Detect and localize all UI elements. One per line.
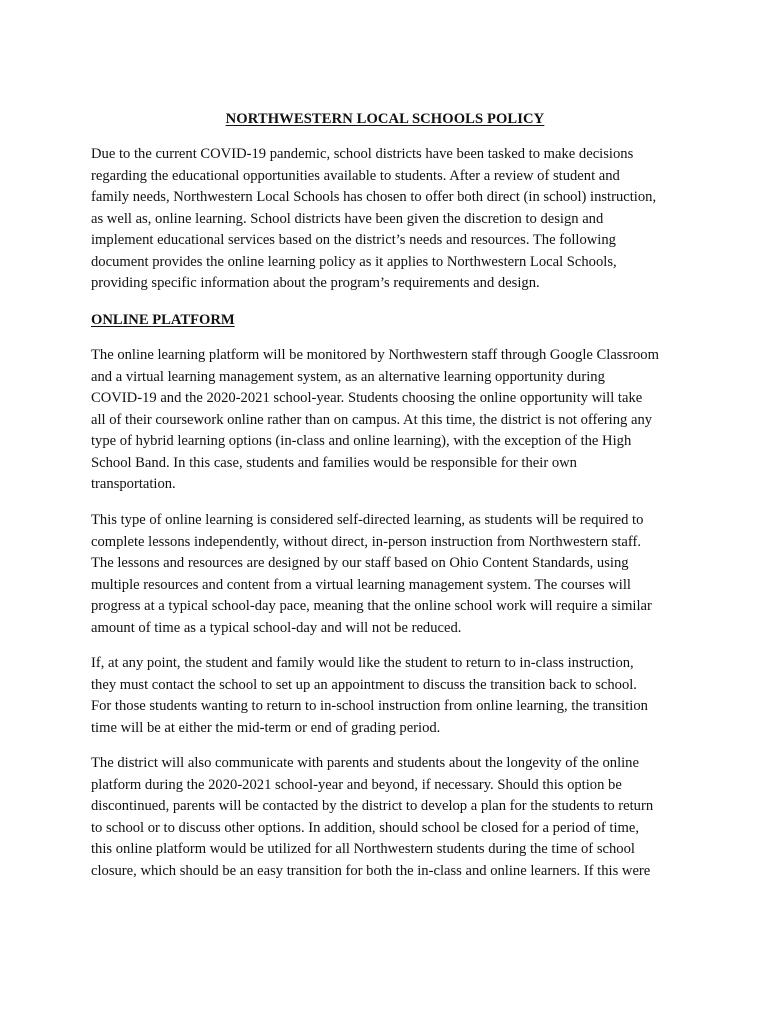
paragraph-line: regarding the educational opportunities available to students. After a review of student and [91, 167, 620, 184]
paragraph-line: The lessons and resources are designed by our staff based on Ohio Content Standards, using [91, 555, 629, 571]
paragraph-line: providing specific information about the program’s requirements and design. [91, 275, 540, 291]
paragraph-line: COVID-19 and the 2020-2021 school-year. Students choosing the online opportunity will take [91, 390, 643, 406]
paragraph-line: discontinued, parents will be contacted by the district to develop a plan for the students to return [91, 798, 654, 814]
paragraph-line: time will be at either the mid-term or end of grading period. [91, 719, 441, 736]
paragraph-line: Due to the current COVID-19 pandemic, school districts have been tasked to make decisions [91, 146, 634, 162]
paragraph-line: platform during the 2020-2021 school-year and beyond, if necessary. Should this option be [91, 776, 622, 793]
paragraph-2 [91, 510, 691, 639]
intro-paragraph [91, 144, 691, 295]
section-heading-online-platform: ONLINE PLATFORM [91, 312, 235, 328]
paragraph-line: family needs, Northwestern Local Schools has chosen to offer both direct (in school) instruction, [91, 189, 657, 205]
paragraph-line: complete lessons independently, without direct, in-person instruction from Northwestern staff. [91, 533, 641, 550]
paragraph-line: The online learning platform will be monitored by Northwestern staff through Google Classroom [91, 347, 659, 363]
paragraph-line: all of their coursework online rather than on campus. At this time, the district is not offering any [91, 411, 653, 428]
paragraph-1 [91, 345, 691, 496]
document-title: NORTHWESTERN LOCAL SCHOOLS POLICY [225, 111, 545, 127]
paragraph-line: document provides the online learning policy as it applies to Northwestern Local Schools, [91, 253, 617, 270]
paragraph-line: as well as, online learning. School districts have been given the discretion to design and [91, 210, 604, 227]
paragraph-line: they must contact the school to set up an appointment to discuss the transition back to school. [91, 676, 637, 693]
paragraph-line: closure, which should be an easy transition for both the in-class and online learners. If this were [91, 862, 651, 879]
paragraph-line: transportation. [91, 476, 176, 492]
paragraph-line: and a virtual learning management system, as an alternative learning opportunity during [91, 368, 605, 385]
paragraph-3 [91, 653, 691, 739]
paragraph-line: This type of online learning is considered self-directed learning, as students will be required to [91, 512, 644, 528]
paragraph-line: For those students wanting to return to in-school instruction from online learning, the transition [91, 698, 648, 714]
paragraph-line: type of hybrid learning options (in-class and online learning), with the exception of the High [91, 433, 632, 449]
paragraph-line: progress at a typical school-day pace, meaning that the online school work will require a similar [91, 598, 652, 614]
paragraph-line: implement educational services based on the district’s needs and resources. The following [91, 232, 616, 248]
paragraph-line: amount of time as a typical school-day and will not be reduced. [91, 619, 462, 636]
paragraph-line: School Band. In this case, students and families would be responsible for their own [91, 454, 577, 471]
paragraph-line: this online platform would be utilized for all Northwestern students during the time of school [91, 841, 635, 857]
paragraph-line: The district will also communicate with parents and students about the longevity of the online [91, 755, 639, 771]
paragraph-4 [91, 753, 691, 882]
paragraph-line: If, at any point, the student and family would like the student to return to in-class instruction, [91, 655, 634, 671]
paragraph-line: to school or to discuss other options. In addition, should school be closed for a period of time, [91, 819, 639, 836]
paragraph-line: multiple resources and content from a virtual learning management system. The courses will [91, 576, 631, 593]
